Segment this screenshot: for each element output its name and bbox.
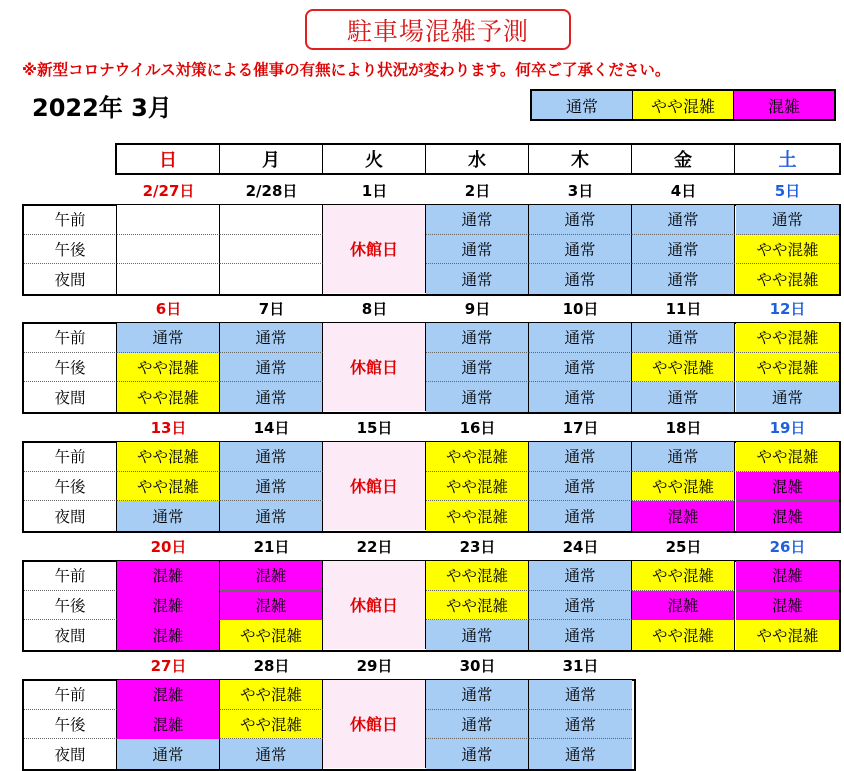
slot-cell: 混雑: [220, 561, 323, 591]
date-label: 2日: [464, 181, 491, 200]
slot-cell: やや混雑: [632, 353, 735, 383]
slot-cell: やや混雑: [117, 382, 220, 412]
slot-cell: やや混雑: [426, 561, 529, 591]
date-label: 29日: [356, 656, 393, 675]
slot-cell: 通常: [426, 323, 529, 353]
slot-cell: 通常: [529, 442, 632, 472]
slot-cell: 混雑: [117, 591, 220, 621]
legend-crowded: 混雑: [733, 91, 834, 119]
date-label: 5日: [774, 181, 801, 200]
weekday-header: 水: [426, 144, 529, 174]
slot-cell: 通常: [632, 264, 735, 294]
slot-cell: やや混雑: [117, 472, 220, 502]
slot-cell: 通常: [426, 620, 529, 650]
slot-cell: 通常: [529, 591, 632, 621]
date-label: 17日: [562, 418, 599, 437]
date-label: 12日: [769, 299, 806, 318]
year-month-heading: 2022年 3月: [32, 94, 172, 122]
date-label: 13日: [150, 418, 187, 437]
slot-cell: 通常: [117, 739, 220, 769]
slot-cell: 通常: [220, 353, 323, 383]
date-label: 16日: [459, 418, 496, 437]
period-label-pm: 午後: [24, 235, 117, 265]
slot-cell: やや混雑: [736, 620, 839, 650]
slot-cell: 通常: [529, 472, 632, 502]
date-label: 9日: [464, 299, 491, 318]
slot-cell: 通常: [220, 442, 323, 472]
date-label: 14日: [253, 418, 290, 437]
period-label-night: 夜間: [24, 501, 117, 531]
period-label-pm: 午後: [24, 710, 117, 740]
slot-cell: [220, 205, 323, 235]
slot-cell: 混雑: [632, 591, 735, 621]
closed-day-cell: 休館日: [323, 442, 426, 530]
weekday-header: 火: [323, 144, 426, 174]
slot-cell: やや混雑: [736, 323, 839, 353]
slot-cell: 混雑: [736, 591, 839, 621]
slot-cell: 通常: [632, 382, 735, 412]
slot-cell: 通常: [529, 710, 632, 740]
date-label: 18日: [665, 418, 702, 437]
slot-cell: 通常: [529, 620, 632, 650]
closed-day-cell: 休館日: [323, 323, 426, 411]
slot-cell: 通常: [220, 382, 323, 412]
slot-cell: 通常: [426, 739, 529, 769]
slot-cell: 混雑: [117, 680, 220, 710]
slot-cell: やや混雑: [220, 710, 323, 740]
slot-cell: 通常: [426, 264, 529, 294]
slot-cell: やや混雑: [220, 620, 323, 650]
slot-cell: やや混雑: [426, 472, 529, 502]
period-label-am: 午前: [24, 323, 117, 353]
date-label: 1日: [361, 181, 388, 200]
slot-cell: 通常: [529, 739, 632, 769]
slot-cell: 通常: [426, 235, 529, 265]
date-label: 25日: [665, 537, 702, 556]
closed-day-cell: 休館日: [323, 561, 426, 649]
legend-somewhat-crowded: やや混雑: [632, 91, 733, 119]
slot-cell: 通常: [426, 382, 529, 412]
slot-cell: 通常: [426, 205, 529, 235]
slot-cell: 混雑: [736, 472, 839, 502]
period-label-night: 夜間: [24, 620, 117, 650]
period-label-am: 午前: [24, 561, 117, 591]
period-label-am: 午前: [24, 205, 117, 235]
date-label: 27日: [150, 656, 187, 675]
weekday-header: 月: [220, 144, 323, 174]
date-label: 23日: [459, 537, 496, 556]
slot-cell: 混雑: [632, 501, 735, 531]
slot-cell: 通常: [529, 323, 632, 353]
slot-cell: 通常: [529, 680, 632, 710]
slot-cell: やや混雑: [220, 680, 323, 710]
slot-cell: やや混雑: [736, 235, 839, 265]
date-label: 8日: [361, 299, 388, 318]
date-label: 15日: [356, 418, 393, 437]
date-label: 20日: [150, 537, 187, 556]
slot-cell: 混雑: [220, 591, 323, 621]
slot-cell: [220, 235, 323, 265]
date-label: 3日: [567, 181, 594, 200]
slot-cell: 混雑: [117, 710, 220, 740]
period-label-night: 夜間: [24, 264, 117, 294]
slot-cell: 通常: [529, 353, 632, 383]
slot-cell: [117, 205, 220, 235]
slot-cell: 混雑: [736, 501, 839, 531]
slot-cell: 通常: [529, 501, 632, 531]
legend-normal: 通常: [532, 91, 632, 119]
weekday-header: 日: [117, 144, 220, 174]
period-label-pm: 午後: [24, 472, 117, 502]
notice-text: ※新型コロナウイルス対策による催事の有無により状況が変わります。何卒ご了承ください。: [22, 61, 671, 79]
slot-cell: やや混雑: [426, 501, 529, 531]
slot-cell: やや混雑: [632, 620, 735, 650]
date-label: 26日: [769, 537, 806, 556]
slot-cell: [117, 235, 220, 265]
slot-cell: 通常: [632, 323, 735, 353]
legend: [530, 89, 836, 121]
date-label: 2/28日: [245, 181, 298, 200]
slot-cell: やや混雑: [426, 442, 529, 472]
slot-cell: 通常: [529, 561, 632, 591]
slot-cell: 混雑: [117, 561, 220, 591]
slot-cell: 通常: [220, 323, 323, 353]
slot-cell: やや混雑: [632, 561, 735, 591]
slot-cell: 混雑: [117, 620, 220, 650]
period-label-pm: 午後: [24, 353, 117, 383]
weekday-header: 金: [632, 144, 735, 174]
page-title: 駐車場混雑予測: [305, 9, 571, 50]
slot-cell: やや混雑: [736, 353, 839, 383]
closed-day-cell: 休館日: [323, 680, 426, 768]
slot-cell: 通常: [117, 501, 220, 531]
slot-cell: 通常: [529, 235, 632, 265]
date-label: 24日: [562, 537, 599, 556]
slot-cell: 通常: [220, 739, 323, 769]
date-label: 2/27日: [142, 181, 195, 200]
slot-cell: やや混雑: [117, 442, 220, 472]
period-label-pm: 午後: [24, 591, 117, 621]
slot-cell: やや混雑: [117, 353, 220, 383]
slot-cell: 通常: [529, 264, 632, 294]
date-label: 19日: [769, 418, 806, 437]
weekday-header: 土: [778, 150, 797, 171]
slot-cell: 通常: [426, 710, 529, 740]
date-label: 21日: [253, 537, 290, 556]
date-label: 6日: [155, 299, 182, 318]
period-label-night: 夜間: [24, 382, 117, 412]
period-label-am: 午前: [24, 442, 117, 472]
date-label: 28日: [253, 656, 290, 675]
period-label-night: 夜間: [24, 739, 117, 769]
slot-cell: 通常: [736, 382, 839, 412]
slot-cell: 通常: [632, 235, 735, 265]
slot-cell: [220, 264, 323, 294]
slot-cell: やや混雑: [736, 442, 839, 472]
slot-cell: [117, 264, 220, 294]
slot-cell: 通常: [426, 680, 529, 710]
slot-cell: 通常: [220, 501, 323, 531]
date-label: 22日: [356, 537, 393, 556]
slot-cell: 通常: [632, 205, 735, 235]
slot-cell: 通常: [426, 353, 529, 383]
slot-cell: やや混雑: [426, 591, 529, 621]
date-label: 30日: [459, 656, 496, 675]
date-label: 4日: [670, 181, 697, 200]
slot-cell: 混雑: [736, 561, 839, 591]
date-label: 10日: [562, 299, 599, 318]
slot-cell: 通常: [529, 205, 632, 235]
closed-day-cell: 休館日: [323, 205, 426, 293]
slot-cell: やや混雑: [736, 264, 839, 294]
period-label-am: 午前: [24, 680, 117, 710]
slot-cell: やや混雑: [632, 472, 735, 502]
date-label: 11日: [665, 299, 702, 318]
slot-cell: 通常: [220, 472, 323, 502]
date-label: 31日: [562, 656, 599, 675]
slot-cell: 通常: [529, 382, 632, 412]
slot-cell: 通常: [632, 442, 735, 472]
slot-cell: 通常: [117, 323, 220, 353]
date-label: 7日: [258, 299, 285, 318]
slot-cell: 通常: [736, 205, 839, 235]
weekday-header: 木: [529, 144, 632, 174]
